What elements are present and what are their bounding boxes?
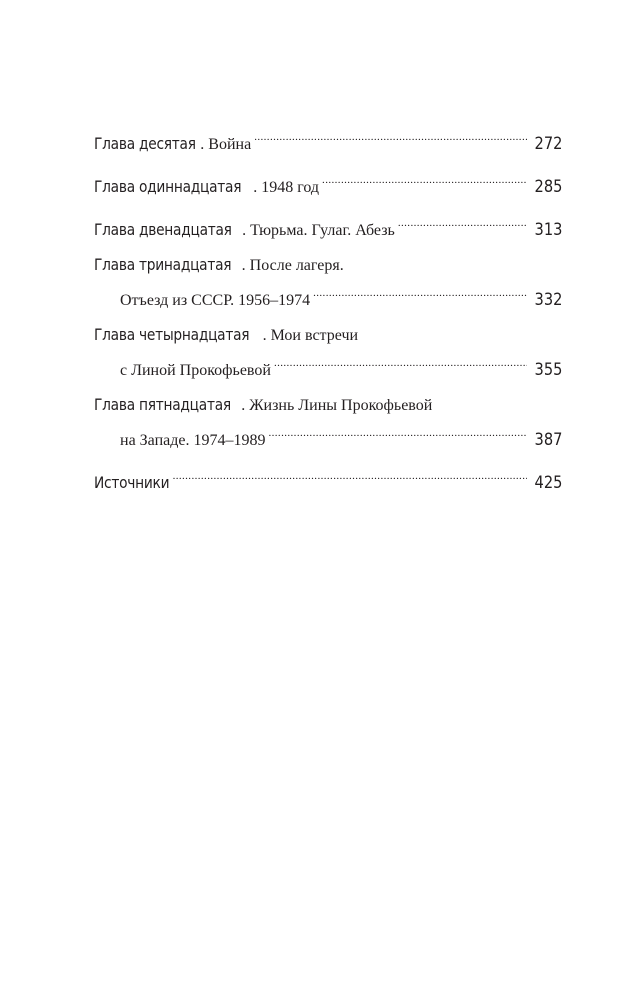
dot-leader bbox=[254, 122, 526, 149]
toc-line bbox=[94, 418, 562, 450]
chapter-title: Мои встречи bbox=[270, 327, 359, 344]
chapter-title: Тюрьма. Гулаг. Абезь bbox=[250, 222, 395, 239]
toc-line bbox=[94, 348, 562, 380]
table-of-contents bbox=[94, 122, 562, 504]
page-number: 313 bbox=[534, 220, 562, 240]
toc-entry[interactable] bbox=[94, 122, 562, 154]
toc-line: Глава четырнадцатая . Мои встречи bbox=[94, 321, 562, 348]
dot-leader bbox=[322, 165, 527, 192]
toc-line: Глава одиннадцатая . 1948 год ..... 285 bbox=[94, 165, 562, 192]
toc-line: Глава десятая . Война ..... 272 bbox=[94, 122, 562, 149]
page-number: 425 bbox=[534, 473, 562, 493]
toc-entry[interactable] bbox=[94, 461, 562, 493]
chapter-title: 1948 год bbox=[261, 179, 320, 196]
dot-leader bbox=[398, 208, 527, 235]
chapter-title: Война bbox=[208, 136, 252, 153]
chapter-label: Глава пятнадцатая bbox=[94, 395, 231, 414]
dot-leader bbox=[313, 278, 526, 305]
toc-entry[interactable] bbox=[94, 251, 562, 310]
toc-entry[interactable] bbox=[94, 321, 562, 380]
page-number: 285 bbox=[534, 177, 562, 197]
toc-entry[interactable] bbox=[94, 391, 562, 450]
dot-leader bbox=[268, 418, 526, 445]
toc-line: Глава двенадцатая . Тюрьма. Гулаг. Абезь ..... 313 bbox=[94, 208, 562, 235]
toc-line bbox=[94, 278, 562, 310]
toc-line bbox=[94, 461, 562, 493]
chapter-label: Глава одиннадцатая bbox=[94, 177, 242, 196]
chapter-label: Источники bbox=[94, 473, 170, 492]
chapter-label: Глава тринадцатая bbox=[94, 255, 232, 274]
chapter-title: Жизнь Лины Прокофьевой bbox=[249, 397, 433, 414]
toc-line: Глава тринадцатая . После лагеря. bbox=[94, 251, 562, 278]
page-number: 272 bbox=[534, 134, 562, 154]
chapter-label: Глава десятая bbox=[94, 134, 196, 153]
chapter-title-continued: Отъезд из СССР. 1956–1974 bbox=[120, 292, 311, 309]
toc-entry[interactable] bbox=[94, 165, 562, 197]
chapter-label: Глава четырнадцатая bbox=[94, 325, 250, 344]
chapter-title: После лагеря. bbox=[249, 257, 344, 274]
page-number: 387 bbox=[534, 430, 562, 450]
page-number: 355 bbox=[534, 360, 562, 380]
toc-line: Глава пятнадцатая . Жизнь Лины Прокофьевой bbox=[94, 391, 562, 418]
chapter-title-continued: на Западе. 1974–1989 bbox=[120, 432, 266, 449]
page-number: 332 bbox=[534, 290, 562, 310]
toc-entry[interactable] bbox=[94, 208, 562, 240]
chapter-title-continued: с Линой Прокофьевой bbox=[120, 362, 271, 379]
dot-leader bbox=[274, 348, 527, 375]
dot-leader bbox=[173, 461, 527, 488]
chapter-label: Глава двенадцатая bbox=[94, 220, 232, 239]
